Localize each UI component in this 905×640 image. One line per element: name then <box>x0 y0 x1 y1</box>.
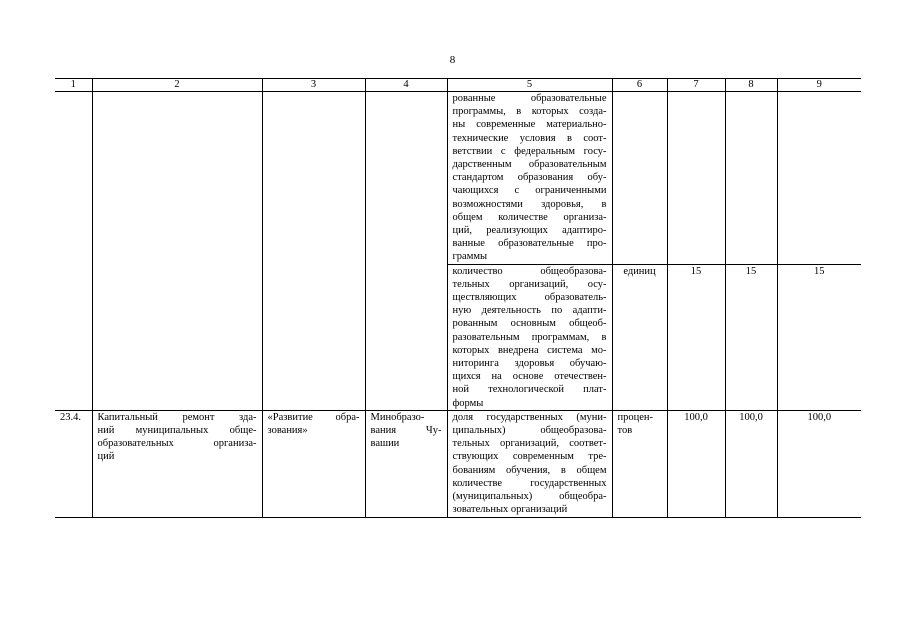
column-header: 8 <box>725 79 777 92</box>
value-cell <box>667 92 725 265</box>
page-number: 8 <box>449 54 456 66</box>
row-number-cell <box>55 92 92 411</box>
indicator-text-line: ванные образовательные про- <box>452 238 607 250</box>
project-cell <box>262 92 365 411</box>
indicator-text-line: доля государственных (муни- <box>452 411 607 423</box>
project-text-line: «Развитие обра- <box>267 411 360 423</box>
event-text-line: ний муниципальных обще- <box>97 425 257 437</box>
column-header: 7 <box>667 79 725 92</box>
indicator-text-line: стандартом образования обу- <box>452 172 607 184</box>
executor-text-line: Минобразо- <box>370 411 425 423</box>
value-cell: 15 <box>777 264 861 410</box>
unit-text-line: тов <box>617 425 633 437</box>
indicator-text-line: рованным основным общеоб- <box>452 318 607 330</box>
indicator-text-line: количество общеобразова- <box>452 265 607 277</box>
table-row <box>55 92 861 265</box>
table-row <box>55 410 861 517</box>
indicator-text-line: количестве государственных <box>452 477 607 489</box>
unit-cell <box>612 92 667 265</box>
value-cell: 15 <box>667 264 725 410</box>
indicator-cell <box>447 92 612 265</box>
indicator-text-line: (муниципальных) общеобра- <box>452 491 607 503</box>
value-cell: 100,0 <box>667 410 725 517</box>
indicators-table <box>55 78 861 518</box>
indicator-text-line: граммы <box>452 251 488 263</box>
indicator-text-line: общем количестве организа- <box>452 211 607 223</box>
value-cell: 100,0 <box>725 410 777 517</box>
indicator-text-line: дарственным образовательным <box>452 159 607 171</box>
unit-cell: единиц <box>612 264 667 410</box>
indicator-text-line: ную деятельность по адапти- <box>452 305 607 317</box>
indicator-text-line: ветствии с федеральным госу- <box>452 145 607 157</box>
indicator-text-line: чающихся с ограниченными <box>452 185 607 197</box>
indicator-text-line: технические условия в соот- <box>452 132 607 144</box>
indicator-text-line: ны современные материально- <box>452 119 607 131</box>
column-header: 5 <box>447 79 612 92</box>
indicator-text-line: тельных организаций, осу- <box>452 278 607 290</box>
unit-text-line: процен- <box>617 411 654 423</box>
indicator-text-line: ствующих современным тре- <box>452 451 607 463</box>
indicator-text-line: бованиям обучения, в общем <box>452 464 607 476</box>
indicator-text-line: ниторинга здоровья обучаю- <box>452 358 607 370</box>
indicator-cell <box>447 410 612 517</box>
column-header: 6 <box>612 79 667 92</box>
indicator-text-line: ществляющих образователь- <box>452 292 607 304</box>
indicator-text-line: ципальных) общеобразова- <box>452 425 607 437</box>
value-cell <box>777 92 861 265</box>
indicator-text-line: зовательных организаций <box>452 504 568 516</box>
indicator-text-line: разовательным программам, в <box>452 331 607 343</box>
value-cell: 15 <box>725 264 777 410</box>
executor-cell <box>365 410 447 517</box>
column-header: 1 <box>55 79 92 92</box>
indicator-text-line: программы, в которых созда- <box>452 106 607 118</box>
indicator-text-line: щихся на основе отечествен- <box>452 371 607 383</box>
indicator-text-line: возможностями здоровья, в <box>452 198 607 210</box>
indicator-text-line: рованные образовательные <box>452 93 607 104</box>
value-cell <box>725 92 777 265</box>
column-header: 9 <box>777 79 861 92</box>
unit-cell <box>612 410 667 517</box>
indicator-text-line: тельных организаций, соответ- <box>452 438 607 450</box>
event-text-line: образовательных организа- <box>97 438 257 450</box>
project-cell <box>262 410 365 517</box>
indicator-text-line: формы <box>452 397 484 409</box>
column-header: 2 <box>92 79 262 92</box>
value-cell: 100,0 <box>777 410 861 517</box>
row-number-cell: 23.4. <box>55 410 92 517</box>
executor-cell <box>365 92 447 411</box>
column-header: 3 <box>262 79 365 92</box>
event-text-line: ций <box>97 451 115 463</box>
indicator-text-line: ной технологической плат- <box>452 384 607 396</box>
event-text-line: Капитальный ремонт зда- <box>97 411 257 423</box>
executor-text-line: вания Чу- <box>370 425 442 437</box>
event-cell <box>92 410 262 517</box>
indicator-cell <box>447 264 612 410</box>
event-cell <box>92 92 262 411</box>
executor-text-line: вашии <box>370 438 400 450</box>
header-row <box>55 79 861 92</box>
column-header: 4 <box>365 79 447 92</box>
project-text-line: зования» <box>267 425 308 437</box>
indicator-text-line: которых внедрена система мо- <box>452 344 607 356</box>
indicator-text-line: ций, реализующих адаптиро- <box>452 225 607 237</box>
